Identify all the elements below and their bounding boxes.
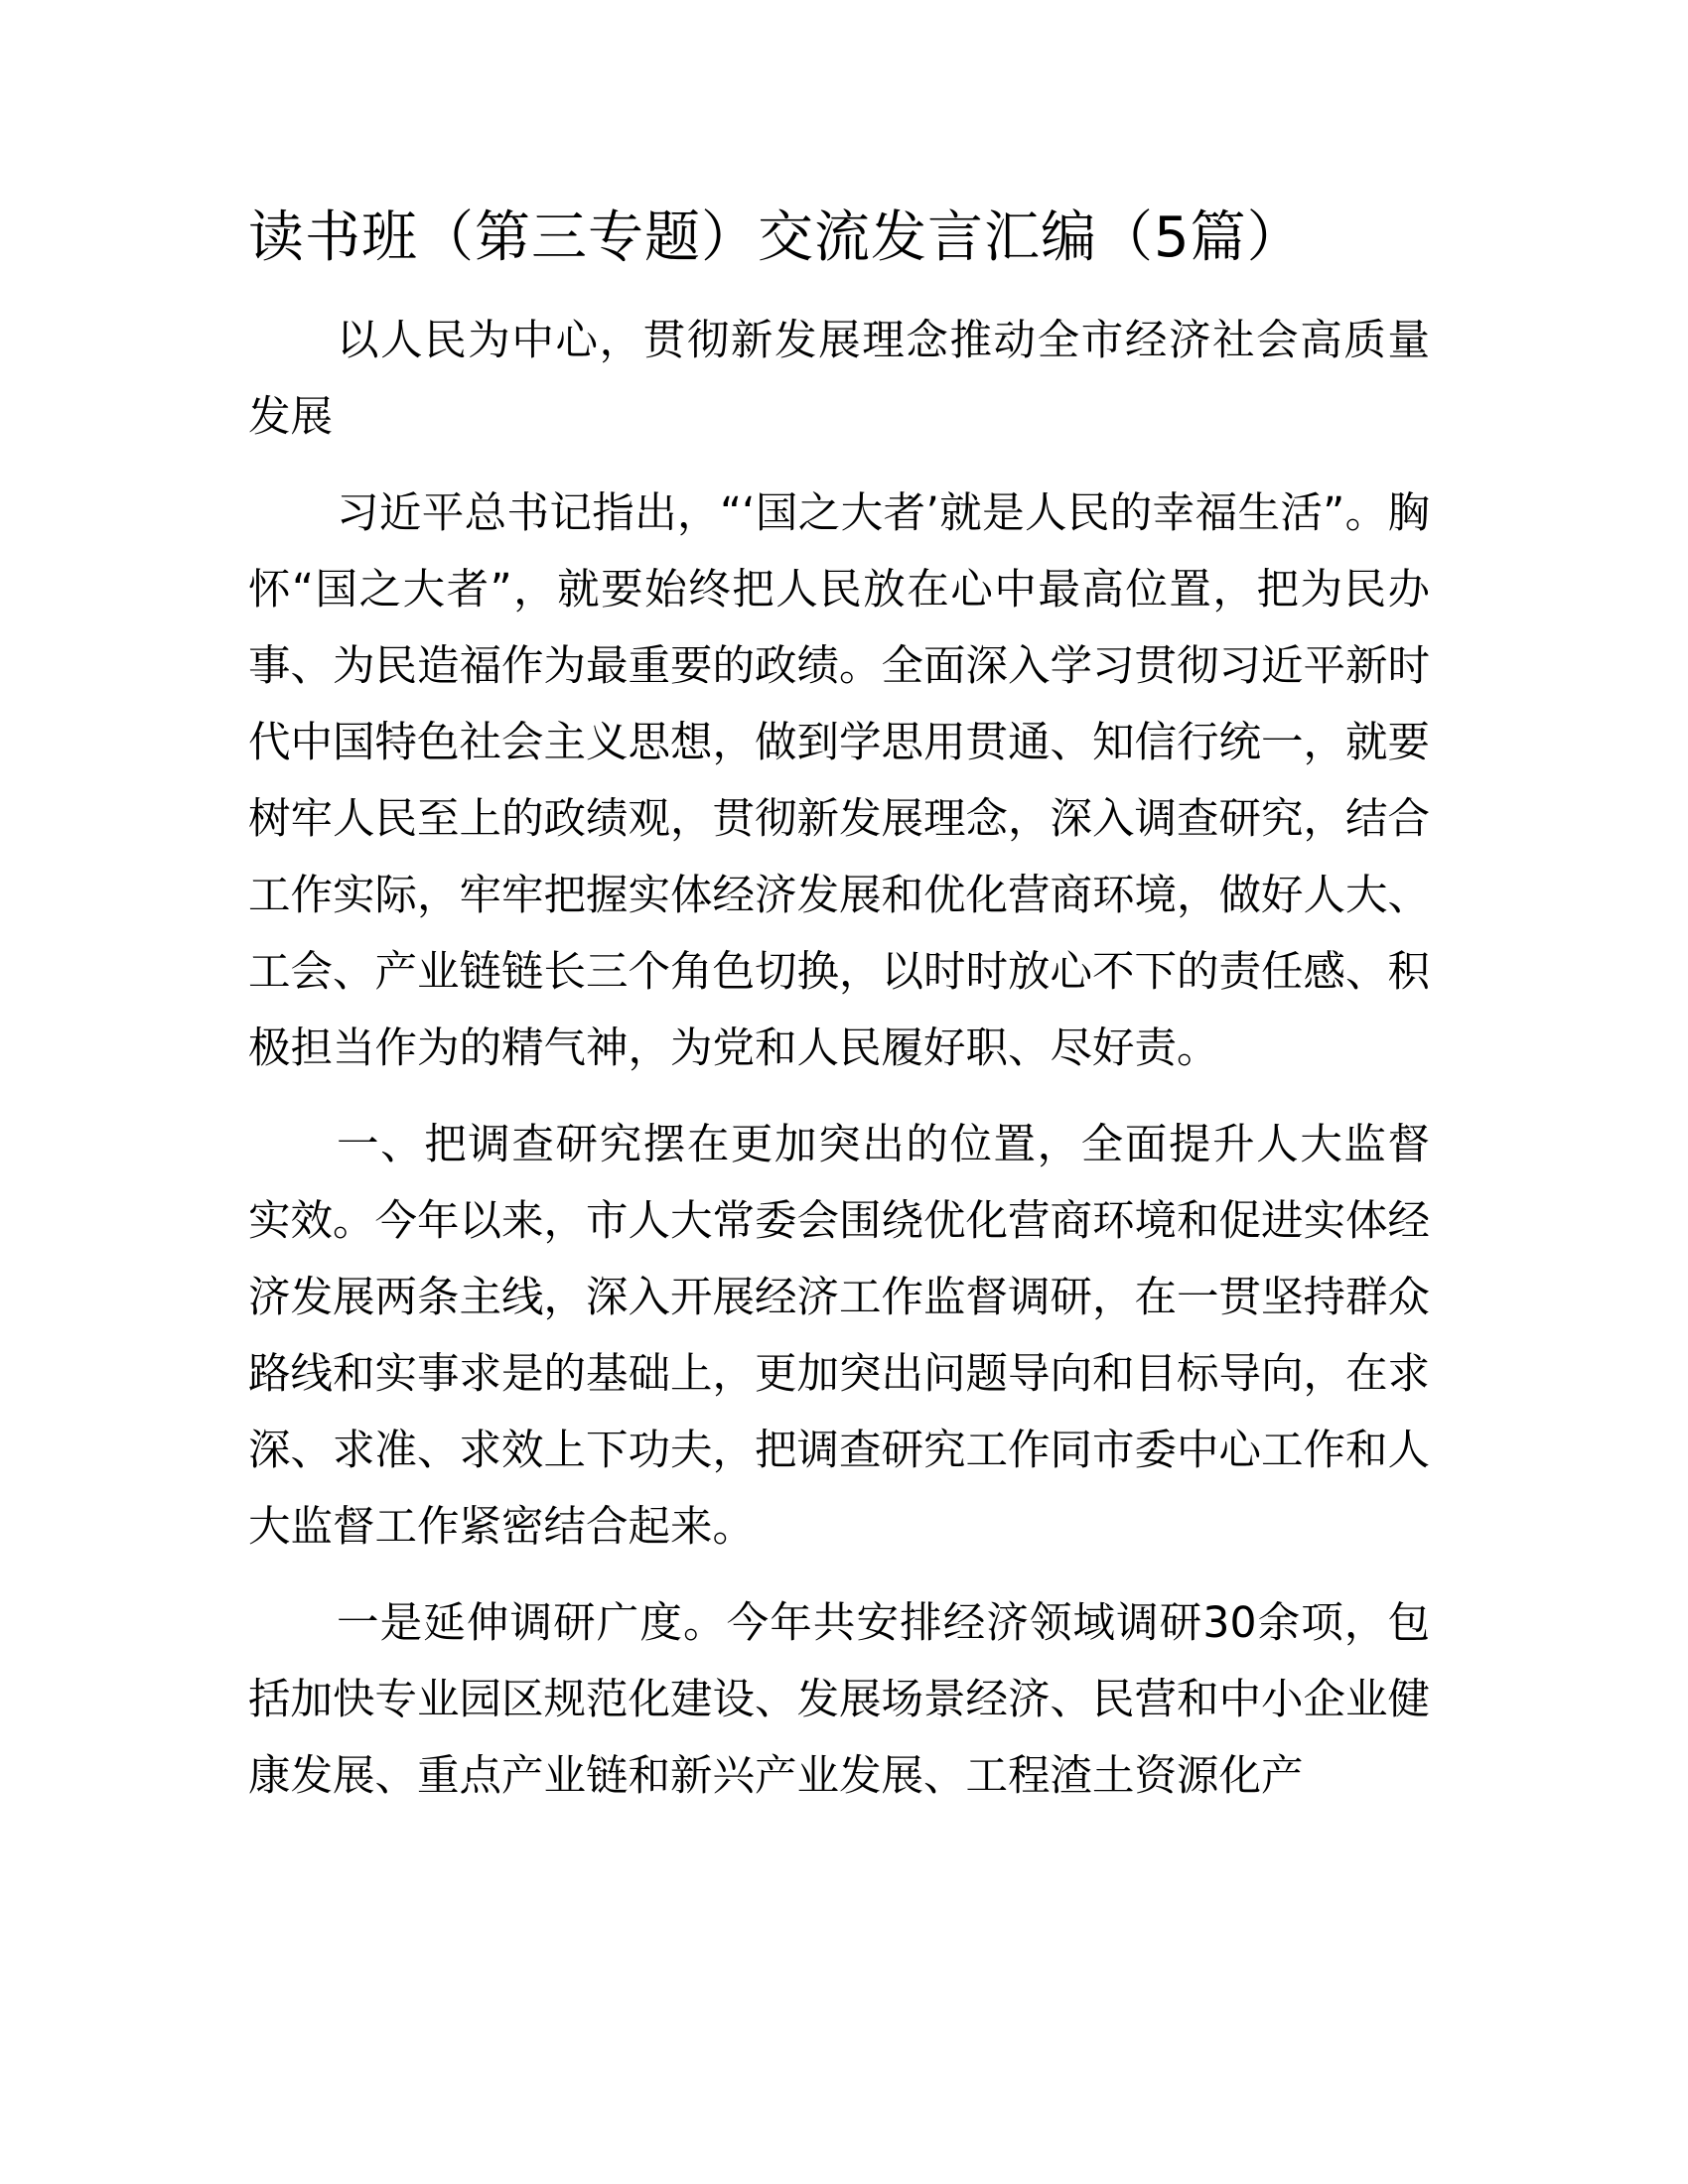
document-title: 读书班（第三专题）交流发言汇编（5篇） [248, 205, 1304, 270]
paragraph-intro: 习近平总书记指出，“‘国之大者’就是人民的幸福生活”。胸怀“国之大者”，就要始终把人民放在心中最高位置，把为民办事、为民造福作为最重要的政绩。全面深入学习贯彻习近平新时代中国特色社会主义思想，做到学思用贯通、知信行统一，就要树牢人民至上的政绩观，贯彻新发展理念，深入调查研究，结合工作实际，牢牢把握实体经济发展和优化营商环境，做好人大、工会、产业链链长三个角色切换，以时时放心不下的责任感、积极担当作为的精气神，为党和人民履好职、尽好责。 [248, 489, 1431, 1073]
paragraph-section-one: 一、把调查研究摆在更加突出的位置，全面提升人大监督实效。今年以来，市人大常委会围绕优化营商环境和促进实体经济发展两条主线，深入开展经济工作监督调研，在一贯坚持群众路线和实事求是的基础上，更加突出问题导向和目标导向，在求深、求准、求效上下功夫，把调查研究工作同市委中心工作和人大监督工作紧密结合起来。 [248, 1121, 1431, 1552]
paragraph-subtitle: 以人民为中心，贯彻新发展理念推动全市经济社会高质量发展 [248, 317, 1430, 442]
document-body [248, 303, 1430, 1835]
paragraph-point-one: 一是延伸调研广度。今年共安排经济领域调研30余项，包括加快专业园区规范化建设、发展场景经济、民营和中小企业健康发展、重点产业链和新兴产业发展、工程渣土资源化产 [248, 1599, 1431, 1801]
